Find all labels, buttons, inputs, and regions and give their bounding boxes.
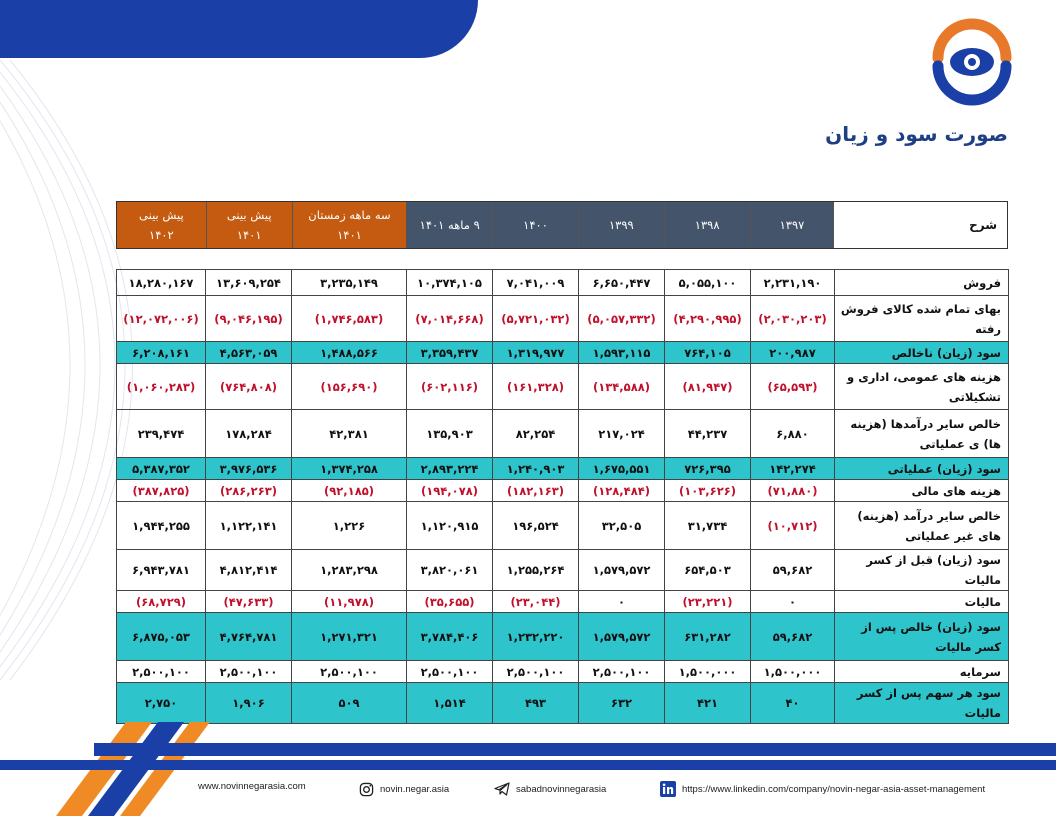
- value-cell: ۴,۸۱۲,۴۱۴: [206, 550, 292, 591]
- value-cell: ۱,۱۲۲,۱۴۱: [206, 502, 292, 550]
- value-cell: ۳,۷۸۴,۴۰۶: [407, 613, 493, 661]
- value-cell: ۴۰: [751, 683, 835, 724]
- header-period-year: ۱۴۰۲: [149, 228, 174, 242]
- table-row: [117, 410, 1009, 458]
- value-cell: ۴۴,۲۳۷: [665, 410, 751, 458]
- value-cell: (۱۲۸,۴۸۴): [579, 480, 665, 502]
- value-cell: ۵۰۹: [292, 683, 407, 724]
- value-cell: ۱,۲۲۶: [292, 502, 407, 550]
- table-row: [117, 364, 1009, 410]
- value-cell: ۲,۷۵۰: [117, 683, 206, 724]
- value-cell: ۱,۲۴۰,۹۰۳: [493, 458, 579, 480]
- value-cell: (۵,۷۲۱,۰۳۲): [493, 296, 579, 342]
- value-cell: ۲۳۹,۴۷۴: [117, 410, 206, 458]
- value-cell: (۶۵,۵۹۳): [751, 364, 835, 410]
- value-cell: ۵,۰۵۵,۱۰۰: [665, 270, 751, 296]
- telegram-handle[interactable]: sabadnovinnegarasia: [516, 783, 607, 795]
- table-row: [117, 661, 1009, 683]
- value-cell: ۲,۵۰۰,۱۰۰: [407, 661, 493, 683]
- value-cell: ۱,۹۰۶: [206, 683, 292, 724]
- value-cell: (۱۵۶,۶۹۰): [292, 364, 407, 410]
- footer-linkedin[interactable]: [660, 781, 985, 797]
- value-cell: (۱۶۱,۳۲۸): [493, 364, 579, 410]
- row-label: سود (زیان) خالص پس از کسر مالیات: [835, 613, 1009, 661]
- value-cell: ۱,۳۷۴,۲۵۸: [292, 458, 407, 480]
- value-cell: (۴۷,۶۳۳): [206, 591, 292, 613]
- value-cell: ۱,۲۷۱,۳۲۱: [292, 613, 407, 661]
- value-cell: ۴,۷۶۴,۷۸۱: [206, 613, 292, 661]
- page-title: صورت سود و زیان: [825, 122, 1008, 146]
- value-cell: ۳۲,۵۰۵: [579, 502, 665, 550]
- value-cell: ۳,۹۷۶,۵۳۶: [206, 458, 292, 480]
- header-period-label: سه ماهه زمستان: [308, 208, 391, 222]
- value-cell: ۶۵۴,۵۰۳: [665, 550, 751, 591]
- header-period: [292, 202, 407, 248]
- brand-logo: [928, 16, 1016, 108]
- table-row: [117, 683, 1009, 724]
- value-cell: ۱۸,۲۸۰,۱۶۷: [117, 270, 206, 296]
- value-cell: (۲۸۶,۲۶۳): [206, 480, 292, 502]
- value-cell: ۴۲,۳۸۱: [292, 410, 407, 458]
- header-period: [492, 202, 578, 248]
- value-cell: ۲,۵۰۰,۱۰۰: [493, 661, 579, 683]
- value-cell: ۷,۰۴۱,۰۰۹: [493, 270, 579, 296]
- row-label: هزینه های مالی: [835, 480, 1009, 502]
- value-cell: ۱,۱۲۰,۹۱۵: [407, 502, 493, 550]
- value-cell: ۶,۲۰۸,۱۶۱: [117, 342, 206, 364]
- value-cell: (۲,۰۳۰,۲۰۳): [751, 296, 835, 342]
- value-cell: ۶,۸۷۵,۰۵۳: [117, 613, 206, 661]
- header-period-label: شرح: [969, 218, 997, 232]
- value-cell: (۱۰,۷۱۲): [751, 502, 835, 550]
- value-cell: (۶۰۲,۱۱۶): [407, 364, 493, 410]
- value-cell: ۶,۶۵۰,۴۴۷: [579, 270, 665, 296]
- value-cell: ۱۰,۳۷۴,۱۰۵: [407, 270, 493, 296]
- value-cell: ۱۷۸,۲۸۴: [206, 410, 292, 458]
- value-cell: ۱۴۲,۲۷۴: [751, 458, 835, 480]
- header-period: [206, 202, 292, 248]
- value-cell: ۵۹,۶۸۲: [751, 613, 835, 661]
- value-cell: ۴,۵۶۳,۰۵۹: [206, 342, 292, 364]
- table-row: [117, 591, 1009, 613]
- linkedin-icon: [660, 781, 676, 797]
- top-banner: [0, 0, 478, 58]
- value-cell: ۲,۵۰۰,۱۰۰: [206, 661, 292, 683]
- value-cell: (۲۳,۰۴۴): [493, 591, 579, 613]
- linkedin-url[interactable]: https://www.linkedin.com/company/novin-negar-asia-asset-management: [682, 783, 986, 795]
- table-row: [117, 296, 1009, 342]
- value-cell: ۱,۵۰۰,۰۰۰: [665, 661, 751, 683]
- row-label: خالص سایر درآمد (هزینه) های غیر عملیاتی: [835, 502, 1009, 550]
- header-period: [578, 202, 664, 248]
- value-cell: (۵,۰۵۷,۳۳۲): [579, 296, 665, 342]
- footer-bar-bottom: [0, 760, 1056, 770]
- row-label: سود (زیان) عملیاتی: [835, 458, 1009, 480]
- value-cell: (۶۸,۷۲۹): [117, 591, 206, 613]
- table-header: [116, 201, 1008, 249]
- value-cell: ۱۳,۶۰۹,۲۵۴: [206, 270, 292, 296]
- header-period-label: ۱۳۹۷: [779, 218, 805, 232]
- header-period: [406, 202, 492, 248]
- value-cell: (۱۲,۰۷۲,۰۰۶): [117, 296, 206, 342]
- value-cell: (۱۱,۹۷۸): [292, 591, 407, 613]
- value-cell: ۱,۹۴۴,۲۵۵: [117, 502, 206, 550]
- value-cell: ۴۹۳: [493, 683, 579, 724]
- header-period-label: ۹ ماهه ۱۴۰۱: [419, 218, 480, 232]
- value-cell: (۷۱,۸۸۰): [751, 480, 835, 502]
- value-cell: ۶۳۲: [579, 683, 665, 724]
- value-cell: ۳,۸۲۰,۰۶۱: [407, 550, 493, 591]
- value-cell: ۲۱۷,۰۲۴: [579, 410, 665, 458]
- instagram-handle[interactable]: novin.negar.asia: [380, 783, 450, 795]
- value-cell: ۱,۵۹۳,۱۱۵: [579, 342, 665, 364]
- row-label: مالیات: [835, 591, 1009, 613]
- row-label: سود (زیان) ناخالص: [835, 342, 1009, 364]
- row-label: بهای تمام شده کالای فروش رفته: [835, 296, 1009, 342]
- row-label: هزینه های عمومی، اداری و تشکیلاتی: [835, 364, 1009, 410]
- value-cell: (۳۸۷,۸۲۵): [117, 480, 206, 502]
- row-label: سود هر سهم پس از کسر مالیات: [835, 683, 1009, 724]
- value-cell: ۲,۵۰۰,۱۰۰: [292, 661, 407, 683]
- value-cell: ۶,۸۸۰: [751, 410, 835, 458]
- value-cell: ۱,۲۳۲,۲۲۰: [493, 613, 579, 661]
- value-cell: (۱۳۴,۵۸۸): [579, 364, 665, 410]
- table-row: [117, 458, 1009, 480]
- value-cell: ۱۳۵,۹۰۳: [407, 410, 493, 458]
- value-cell: ۰: [579, 591, 665, 613]
- value-cell: ۲,۵۰۰,۱۰۰: [579, 661, 665, 683]
- value-cell: (۱,۰۶۰,۲۸۳): [117, 364, 206, 410]
- header-period-label: ۱۳۹۸: [694, 218, 720, 232]
- value-cell: ۱,۲۵۵,۲۶۴: [493, 550, 579, 591]
- value-cell: ۱,۲۸۳,۲۹۸: [292, 550, 407, 591]
- value-cell: ۲,۸۹۳,۲۲۴: [407, 458, 493, 480]
- row-label: خالص سایر درآمدها (هزینه ها) ی عملیاتی: [835, 410, 1009, 458]
- value-cell: (۱۰۳,۶۲۶): [665, 480, 751, 502]
- table-row: [117, 480, 1009, 502]
- value-cell: ۱,۴۸۸,۵۶۶: [292, 342, 407, 364]
- value-cell: ۳,۳۵۹,۴۳۷: [407, 342, 493, 364]
- value-cell: ۲,۵۰۰,۱۰۰: [117, 661, 206, 683]
- table-row: [117, 342, 1009, 364]
- header-description: [833, 202, 1007, 248]
- value-cell: ۱,۵۰۰,۰۰۰: [751, 661, 835, 683]
- value-cell: (۳۵,۶۵۵): [407, 591, 493, 613]
- table-row: [117, 270, 1009, 296]
- value-cell: ۱,۵۱۴: [407, 683, 493, 724]
- header-period: [750, 202, 834, 248]
- value-cell: (۹۲,۱۸۵): [292, 480, 407, 502]
- value-cell: (۷۶۴,۸۰۸): [206, 364, 292, 410]
- instagram-icon: [358, 781, 374, 797]
- header-period: [664, 202, 750, 248]
- value-cell: ۱,۵۷۹,۵۷۲: [579, 613, 665, 661]
- value-cell: (۴,۲۹۰,۹۹۵): [665, 296, 751, 342]
- value-cell: ۱۹۶,۵۲۴: [493, 502, 579, 550]
- header-period-year: ۱۴۰۱: [337, 228, 362, 242]
- footer-bar-top: [94, 743, 1056, 756]
- value-cell: ۰: [751, 591, 835, 613]
- value-cell: ۴۲۱: [665, 683, 751, 724]
- row-label: سود (زیان) قبل از کسر مالیات: [835, 550, 1009, 591]
- footer-telegram[interactable]: [494, 781, 606, 797]
- footer-website[interactable]: [198, 781, 306, 792]
- value-cell: ۷۲۶,۳۹۵: [665, 458, 751, 480]
- footer-instagram[interactable]: [358, 781, 449, 797]
- value-cell: (۸۱,۹۴۷): [665, 364, 751, 410]
- value-cell: (۹,۰۴۶,۱۹۵): [206, 296, 292, 342]
- value-cell: ۱,۶۷۵,۵۵۱: [579, 458, 665, 480]
- value-cell: ۵,۳۸۷,۳۵۲: [117, 458, 206, 480]
- table-row: [117, 502, 1009, 550]
- value-cell: (۱,۷۴۶,۵۸۳): [292, 296, 407, 342]
- header-period-label: پیش بینی: [139, 208, 184, 222]
- value-cell: ۱,۵۷۹,۵۷۲: [579, 550, 665, 591]
- row-label: فروش: [835, 270, 1009, 296]
- header-period-label: ۱۳۹۹: [608, 218, 634, 232]
- value-cell: (۷,۰۱۴,۶۶۸): [407, 296, 493, 342]
- value-cell: (۱۸۲,۱۶۳): [493, 480, 579, 502]
- header-period: [117, 202, 206, 248]
- value-cell: ۲,۲۳۱,۱۹۰: [751, 270, 835, 296]
- value-cell: ۵۹,۶۸۲: [751, 550, 835, 591]
- value-cell: (۱۹۴,۰۷۸): [407, 480, 493, 502]
- value-cell: ۶,۹۴۳,۷۸۱: [117, 550, 206, 591]
- value-cell: ۷۶۴,۱۰۵: [665, 342, 751, 364]
- value-cell: ۳۱,۷۳۴: [665, 502, 751, 550]
- telegram-icon: [494, 781, 510, 797]
- header-period-label: پیش بینی: [226, 208, 272, 222]
- value-cell: ۲۰۰,۹۸۷: [751, 342, 835, 364]
- value-cell: ۳,۲۳۵,۱۴۹: [292, 270, 407, 296]
- website-link[interactable]: www.novinnegarasia.com: [198, 781, 306, 792]
- table-row: [117, 613, 1009, 661]
- value-cell: ۸۲,۲۵۴: [493, 410, 579, 458]
- value-cell: ۱,۳۱۹,۹۷۷: [493, 342, 579, 364]
- row-label: سرمایه: [835, 661, 1009, 683]
- header-period-year: ۱۴۰۱: [236, 228, 262, 242]
- header-period-label: ۱۴۰۰: [523, 218, 548, 232]
- income-statement-table: [116, 269, 1009, 724]
- value-cell: (۲۳,۲۲۱): [665, 591, 751, 613]
- value-cell: ۶۳۱,۲۸۲: [665, 613, 751, 661]
- table-row: [117, 550, 1009, 591]
